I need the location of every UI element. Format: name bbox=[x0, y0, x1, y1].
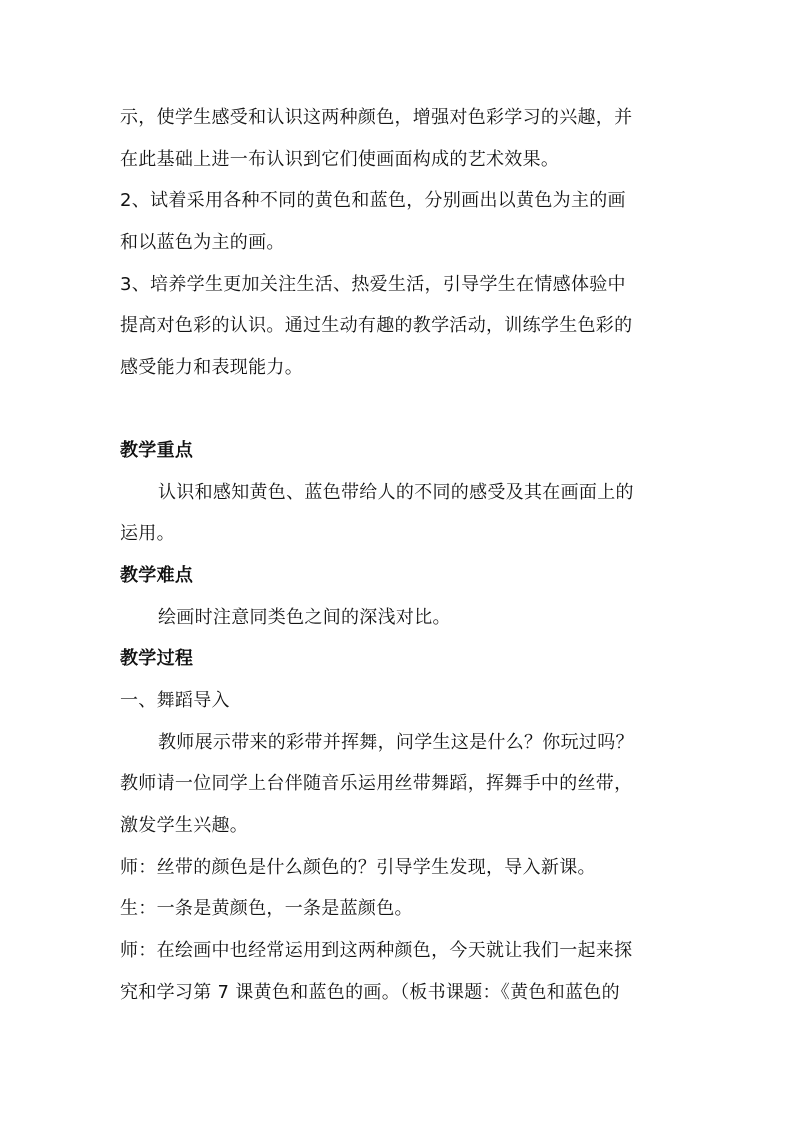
paragraph-line: 运用。 bbox=[120, 523, 175, 544]
paragraph-line: 绘画时注意同类色之间的深浅对比。 bbox=[158, 607, 451, 628]
paragraph-line: 示，使学生感受和认识这两种颜色，增强对色彩学习的兴趣，并 bbox=[120, 107, 633, 128]
paragraph-line: 教师展示带来的彩带并挥舞，问学生这是什么？你玩过吗？ bbox=[158, 732, 634, 753]
list-item-line: 2、试着采用各种不同的黄色和蓝色，分别画出以黄色为主的画 bbox=[120, 190, 626, 211]
list-item-line: 3、培养学生更加关注生活、热爱生活，引导学生在情感体验中 bbox=[120, 274, 626, 295]
paragraph-line: 在此基础上进一布认识到它们使画面构成的艺术效果。 bbox=[120, 149, 560, 170]
subsection-heading: 一、舞蹈导入 bbox=[120, 690, 230, 711]
dialogue-line: 师：丝带的颜色是什么颜色的？引导学生发现，导入新课。 bbox=[120, 857, 596, 878]
paragraph-line: 教师请一位同学上台伴随音乐运用丝带舞蹈，挥舞手中的丝带， bbox=[120, 773, 633, 794]
section-heading: 教学重点 bbox=[120, 440, 194, 461]
dialogue-line: 师：在绘画中也经常运用到这两种颜色，今天就让我们一起来探 bbox=[120, 940, 633, 961]
paragraph-line: 认识和感知黄色、蓝色带给人的不同的感受及其在画面上的 bbox=[158, 482, 634, 503]
section-heading: 教学过程 bbox=[120, 648, 194, 669]
list-item-line: 和以蓝色为主的画。 bbox=[120, 232, 285, 253]
dialogue-line: 生：一条是黄颜色，一条是蓝颜色。 bbox=[120, 898, 413, 919]
section-heading: 教学难点 bbox=[120, 565, 194, 586]
paragraph-line: 激发学生兴趣。 bbox=[120, 815, 249, 836]
list-item-line: 感受能力和表现能力。 bbox=[120, 357, 303, 378]
list-item-line: 提高对色彩的认识。通过生动有趣的教学活动，训练学生色彩的 bbox=[120, 315, 633, 336]
dialogue-line: 究和学习第 7 课黄色和蓝色的画。（板书课题：《黄色和蓝色的 bbox=[120, 982, 620, 1003]
